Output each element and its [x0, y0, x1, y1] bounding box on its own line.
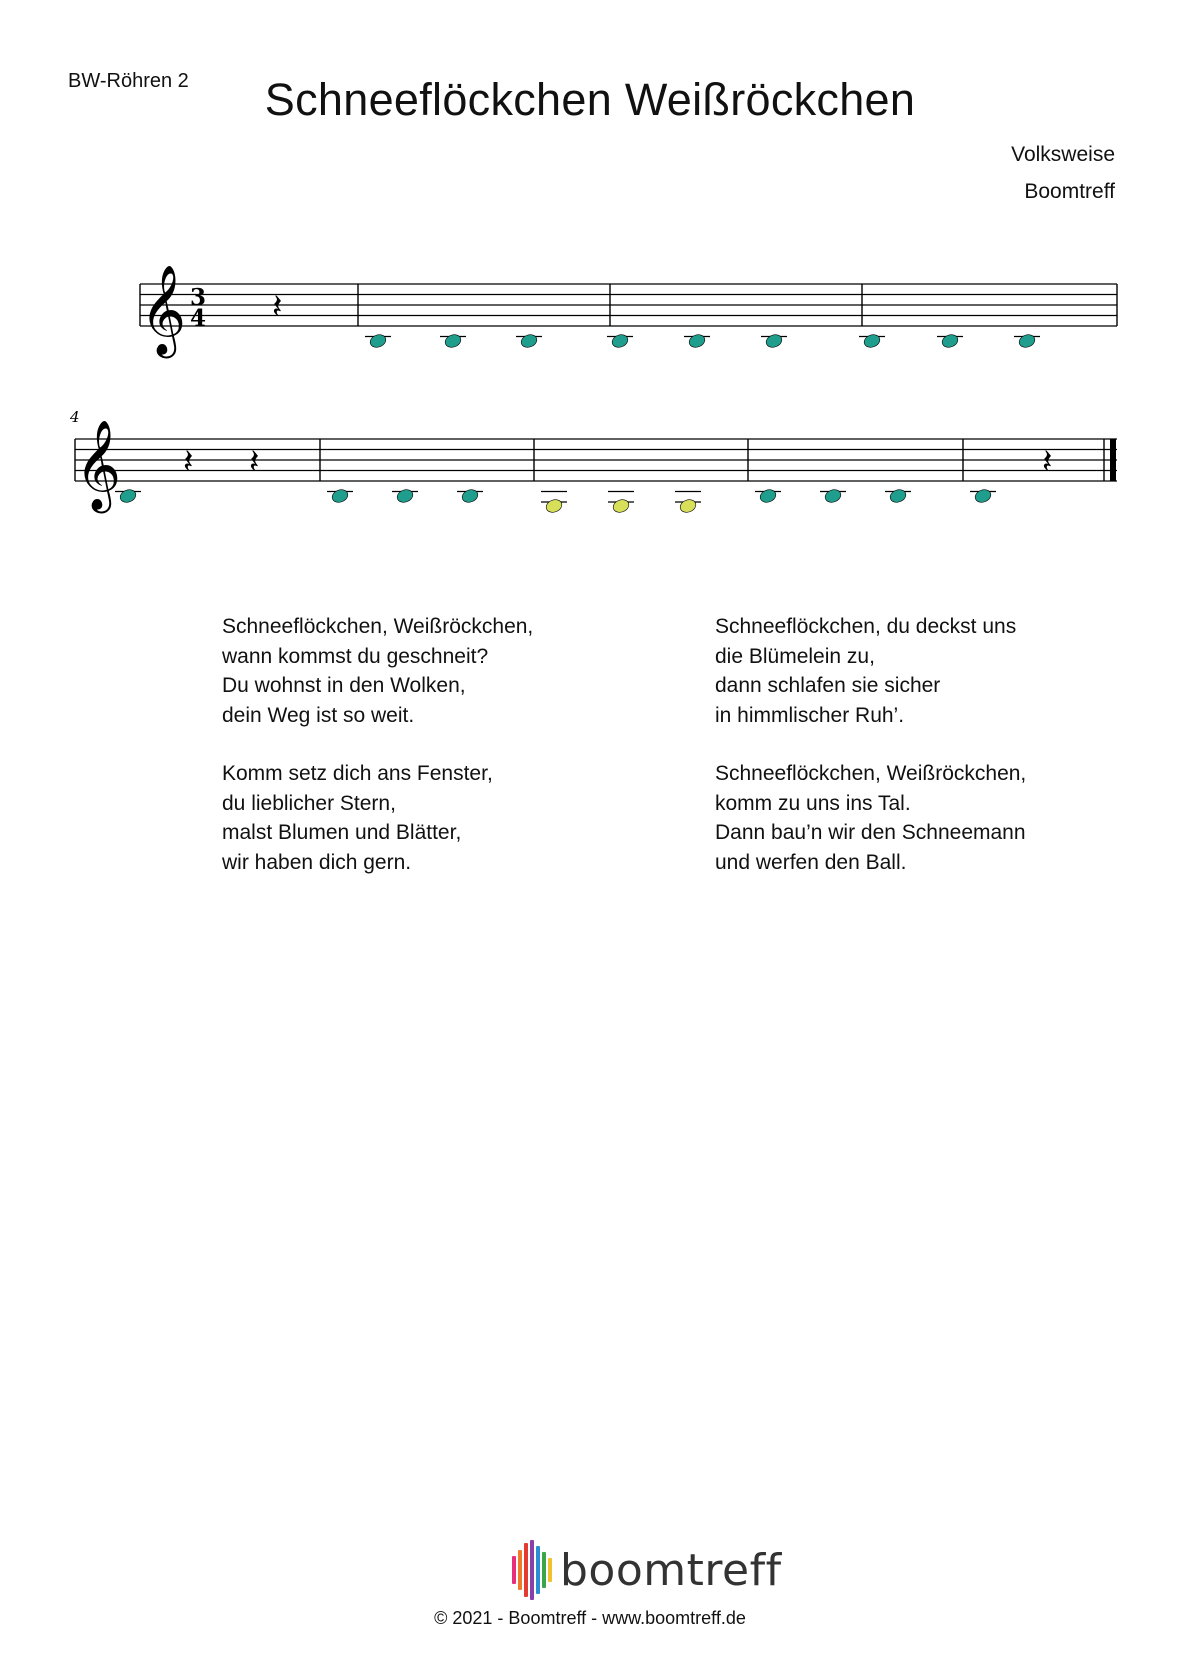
- song-title: Schneeflöckchen Weißröckchen: [264, 74, 916, 125]
- treble-clef-icon: 𝄞: [140, 265, 187, 355]
- quarter-note: [755, 488, 781, 505]
- quarter-note: [608, 492, 634, 515]
- time-signature-top: 3: [190, 284, 207, 311]
- lyric-line: komm zu uns ins Tal.: [715, 791, 911, 815]
- lyric-line: Schneeflöckchen, du deckst uns: [715, 615, 1017, 638]
- quarter-rest-icon: 𝄽: [272, 287, 283, 327]
- quarter-note: [675, 492, 701, 515]
- treble-clef-icon: 𝄞: [75, 420, 122, 510]
- lyric-line: dein Weg ist so weit.: [222, 703, 415, 727]
- quarter-note: [541, 492, 567, 515]
- lyrics-column-2: [715, 612, 1026, 906]
- quarter-rest-icon: 𝄽: [249, 442, 260, 482]
- lyric-line: Komm setz dich ans Fenster,: [222, 762, 493, 785]
- lyric-line: wann kommst du geschneit?: [222, 644, 489, 668]
- lyrics-stanza: [715, 759, 1026, 877]
- composer-credit: Volksweise: [1011, 143, 1115, 166]
- quarter-note: [392, 488, 418, 505]
- quarter-note: [684, 333, 710, 350]
- copyright: © 2021 - Boomtreff - www.boomtreff.de: [434, 1608, 746, 1628]
- quarter-note: [516, 333, 542, 350]
- lyric-line: Schneeflöckchen, Weißröckchen,: [222, 615, 534, 638]
- logo-text: boomtreff: [560, 1544, 782, 1596]
- lyric-line: in himmlischer Ruh’.: [715, 703, 905, 727]
- lyric-line: die Blümelein zu,: [715, 644, 875, 668]
- quarter-note: [440, 333, 466, 350]
- lyrics-stanza: [715, 612, 1026, 730]
- quarter-note: [820, 488, 846, 505]
- staff-system-1: [140, 265, 1117, 359]
- sheet-music: [0, 0, 1180, 560]
- quarter-note: [761, 333, 787, 350]
- quarter-note: [457, 488, 483, 505]
- lyric-line: malst Blumen und Blätter,: [222, 821, 462, 844]
- boomtreff-logo: [512, 1540, 782, 1600]
- lyric-line: Schneeflöckchen, Weißröckchen,: [715, 762, 1027, 785]
- quarter-note: [937, 333, 963, 350]
- quarter-note: [327, 488, 353, 505]
- staff-system-2: [69, 408, 1117, 514]
- final-barline-thick: [1110, 439, 1116, 481]
- lyrics-stanza: [222, 612, 533, 730]
- lyric-line: dann schlafen sie sicher: [715, 674, 941, 697]
- series-label: BW-Röhren 2: [68, 70, 189, 92]
- lyrics-column-1: [222, 612, 533, 906]
- arranger-credit: Boomtreff: [1024, 180, 1115, 203]
- lyric-line: wir haben dich gern.: [222, 850, 412, 874]
- measure-number: 4: [70, 408, 80, 426]
- quarter-rest-icon: 𝄽: [1042, 442, 1053, 482]
- quarter-rest-icon: 𝄽: [183, 442, 194, 482]
- time-signature-bottom: 4: [190, 305, 207, 332]
- quarter-note: [1014, 333, 1040, 350]
- lyric-line: und werfen den Ball.: [715, 850, 907, 874]
- quarter-note: [607, 333, 633, 350]
- quarter-note: [859, 333, 885, 350]
- lyric-line: du lieblicher Stern,: [222, 791, 396, 815]
- logo-bars-icon: [512, 1540, 554, 1600]
- lyrics-stanza: [222, 759, 533, 877]
- lyric-line: Du wohnst in den Wolken,: [222, 674, 466, 697]
- quarter-note: [885, 488, 911, 505]
- quarter-note: [365, 333, 391, 350]
- lyric-line: Dann bau’n wir den Schneemann: [715, 821, 1026, 844]
- quarter-note: [970, 488, 996, 505]
